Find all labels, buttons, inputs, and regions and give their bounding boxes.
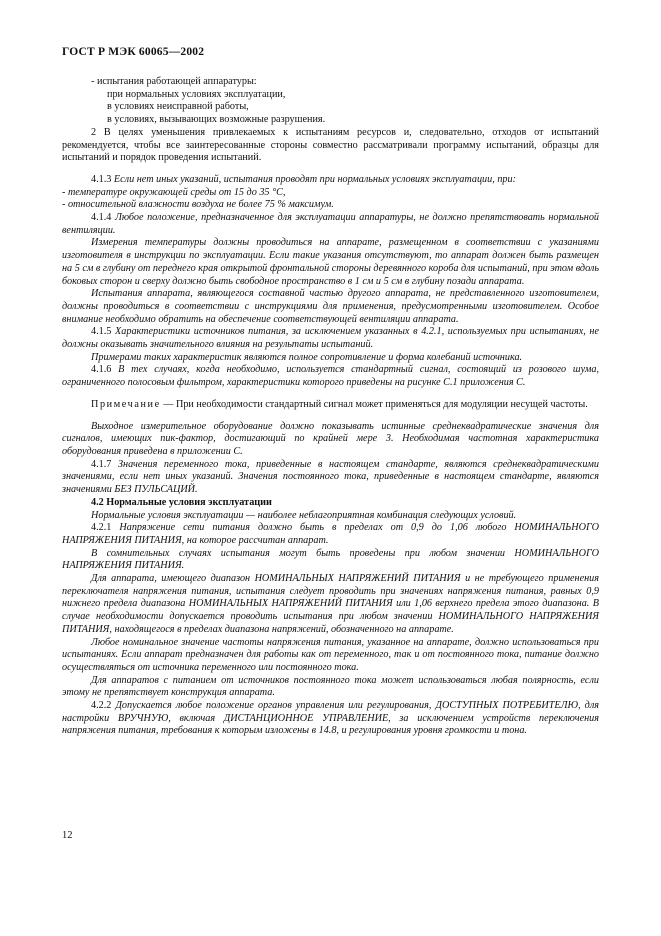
list-item: в условиях, вызывающих возможные разрушения. [107, 114, 326, 126]
clause-4-1-6 [62, 364, 599, 389]
paragraph: Любое номинальное значение частоты напряжения питания, указанное на аппарате, должно использоваться при испытаниях. Если аппарат предназначен для работы как от переменного, так и от постоянного тока, питание должно осуществляться от источника переменного или постоянного тока. [62, 636, 599, 673]
clause-text: Значения переменного тока, приведенные в настоящем стандарте, являются среднеквадратическими значениями, если нет иных указаний. Значения постоянного тока, приведенные в настоящем стандарте, являются значениями БЕЗ ПУЛЬСАЦИЙ. [62, 458, 600, 496]
paragraph: Испытания аппарата, являющегося составной частью другого аппарата, не представленного изготовителем, должны проводиться в соответствии с инструкциями для применения, предусмотренными изготовителем. Особое внимание необходимо обратить на обеспечение соответствующей вентиляции аппарата. [62, 288, 599, 325]
clause-text: Любое положение, предназначенное для эксплуатации аппаратуры, не должно препятствовать нормальной вентиляции. [62, 212, 600, 236]
list-item: - температуре окружающей среды от 15 до 35 °С, [62, 186, 286, 198]
paragraph: Нормальные условия эксплуатации — наиболее неблагоприятная комбинация следующих условий. [91, 509, 517, 521]
note-label: Примечание [91, 398, 161, 410]
paragraph: Выходное измерительное оборудование должно показывать истинные среднеквадратические значения для сигналов, имеющих пик-фактор, достигающий по крайней мере 3. Необходимая частотная характеристика оборудования приведена в приложении С. [62, 420, 599, 457]
clause-text: В тех случаях, когда необходимо, используется стандартный сигнал, состоящий из розового шума, ограниченного полосовым фильтром, характеристики которого приведены на рисунке С.1 приложения С. [62, 364, 599, 389]
clause-4-1-4 [62, 212, 599, 237]
paragraph: Для аппаратов с питанием от источников постоянного тока может использоваться любая полярность, если этому не препятствует конструкция аппарата. [62, 674, 599, 699]
page-header: ГОСТ Р МЭК 60065—2002 [62, 46, 205, 58]
paragraph: Примерами таких характеристик являются полное сопротивление и форма колебаний источника. [91, 351, 523, 363]
page-number: 12 [62, 830, 73, 841]
clause-4-1-3 [62, 174, 599, 187]
list-item: - относительной влажности воздуха не более 75 % максимум. [62, 199, 334, 211]
clause-text: Характеристики источников питания, за исключением указанных в 4.2.1, используемых при испытаниях, не должны оказывать значительного влияния на результаты испытаний. [62, 326, 599, 351]
clause-number: 4.1.5 [91, 326, 112, 338]
clause-number: 4.2.1 [91, 522, 112, 534]
clause-4-2-2 [62, 700, 599, 738]
clause-4-2-1 [62, 522, 599, 547]
section-heading: 4.2 Нормальные условия эксплуатации [91, 496, 272, 508]
clause-number: 4.1.7 [91, 458, 112, 470]
list-head: - испытания работающей аппаратуры: [91, 76, 257, 87]
note-text: — При необходимости стандартный сигнал может применяться для модуляции несущей частоты. [160, 398, 588, 410]
clause-4-1-5 [62, 326, 599, 351]
list-item: в условиях неисправной работы, [107, 101, 249, 113]
clause-number: 4.1.3 [91, 173, 112, 185]
paragraph: Для аппарата, имеющего диапазон НОМИНАЛЬНЫХ НАПРЯЖЕНИЙ ПИТАНИЯ и не требующего применения переключателя напряжения питания, испытания следует проводить при значениях напряжения питания, равных 0,9 нижнего предела диапазона НОМИНАЛЬНЫХ НАПРЯЖЕНИЙ ПИТАНИЯ или 1,06 верхнего предела этого диапазона. В случае необходимости допускается проводить испытания при любом значении НОМИНАЛЬНОГО НАПРЯЖЕНИЯ ПИТАНИЯ, находящегося в пределах диапазона напряжений, обозначенного на аппарате. [62, 573, 599, 635]
note [62, 399, 599, 412]
page-content [62, 76, 599, 738]
clause-text: Допускается любое положение органов управления или регулирования, ДОСТУПНЫХ ПОТРЕБИТЕЛЮ, для настройки ВРУЧНУЮ, включая ДИСТАНЦИОННОЕ УПРАВЛЕНИЕ, за исключением устройств переключения напряжения питания, требования к которым изложены в 14.8, и регулирования уровня громкости и тона. [62, 700, 599, 737]
clause-number: 4.2.2 [91, 700, 112, 712]
clause-4-1-7 [62, 459, 599, 497]
paragraph: Измерения температуры должны проводиться на аппарате, размещенном в соответствии с указаниями изготовителя в инструкции по эксплуатации. Если такие указания отсутствуют, то аппарат должен быть размещен на 5 см в глубину от переднего края открытой фронтальной стороны деревянного короба для испытаний, при этом вдоль боковых сторон и сверху должно быть свободное пространство в 1 см и 5 см в глубину позади аппарата. [62, 237, 599, 287]
list-item: при нормальных условиях эксплуатации, [107, 88, 286, 100]
clause-text: Если нет иных указаний, испытания проводят при нормальных условиях эксплуатации, при: [113, 173, 516, 185]
clause-text: Напряжение сети питания должно быть в пределах от 0,9 до 1,06 любого НОМИНАЛЬНОГО НАПРЯЖЕНИЯ ПИТАНИЯ, на которое рассчитан аппарат. [62, 522, 600, 546]
paragraph: В сомнительных случаях испытания могут быть проведены при любом значении НОМИНАЛЬНОГО НАПРЯЖЕНИЯ ПИТАНИЯ. [62, 547, 599, 572]
clause-number: 4.1.6 [91, 364, 112, 376]
note-2: 2 В целях уменьшения привлекаемых к испытаниям ресурсов и, следовательно, отходов от испытаний рекомендуется, чтобы все заинтересованные стороны совместно рассматривали программу испытаний, образцы для испытаний и порядок проведения испытаний. [62, 126, 599, 164]
clause-number: 4.1.4 [91, 212, 112, 224]
